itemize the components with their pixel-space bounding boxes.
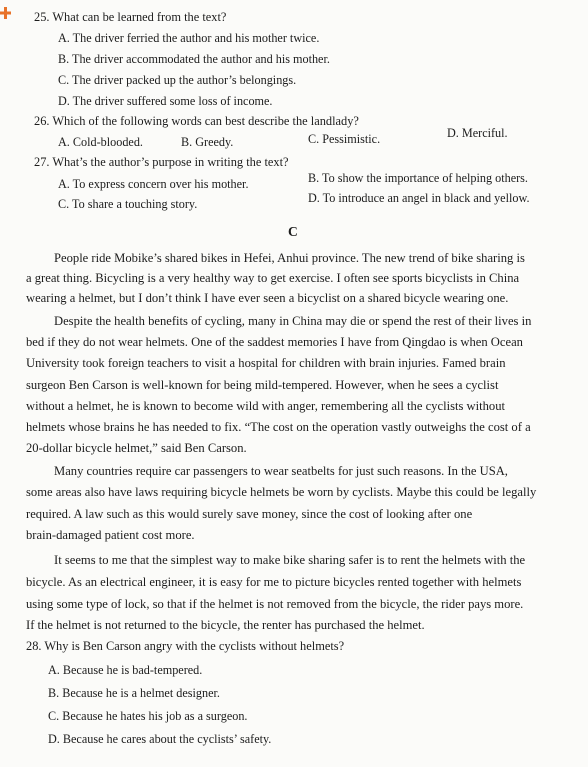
passage-line: bed if they do not wear helmets. One of the saddest memories I have from Qingdao is when Ocean — [26, 335, 523, 349]
question-26-stem: 26. Which of the following words can best describe the landlady? — [34, 114, 359, 128]
question-25-option-a: A. The driver ferried the author and his mother twice. — [58, 31, 320, 45]
passage-line: Many countries require car passengers to wear seatbelts for just such reasons. In the USA, — [54, 464, 508, 478]
passage-line: If the helmet is not returned to the bicycle, the renter has purchased the helmet. — [26, 618, 425, 632]
passage-line: bicycle. As an electrical engineer, it is easy for me to picture bicycles rented together with helmets — [26, 575, 522, 589]
passage-line: It seems to me that the simplest way to make bike sharing safer is to rent the helmets with the — [54, 553, 526, 567]
question-27-option-a: A. To express concern over his mother. — [58, 177, 249, 191]
question-26-option-c: C. Pessimistic. — [308, 132, 381, 146]
passage-line: Despite the health benefits of cycling, many in China may die or spend the rest of their lives in — [54, 314, 532, 328]
passage-line: brain-damaged patient cost more. — [26, 528, 195, 542]
question-27-option-d: D. To introduce an angel in black and yellow. — [308, 191, 530, 205]
question-26-option-a: A. Cold-blooded. — [58, 135, 143, 149]
question-26-option-d: D. Merciful. — [447, 126, 508, 140]
question-27-option-b: B. To show the importance of helping others. — [308, 171, 528, 185]
passage-line: a great thing. Bicycling is a very healthy way to get exercise. I often see sports bicyclists in China — [26, 271, 520, 285]
question-28-option-d: D. Because he cares about the cyclists’ safety. — [48, 732, 272, 746]
passage-line: helmets whose brains he has needed to fix. “The cost on the operation vastly outweighs the cost of a — [26, 420, 531, 434]
question-28-option-c: C. Because he hates his job as a surgeon. — [48, 709, 248, 723]
passage-line: surgeon Ben Carson is well-known for being mild-tempered. However, when he sees a cyclist — [26, 378, 499, 392]
question-28-stem: 28. Why is Ben Carson angry with the cyclists without helmets? — [26, 639, 345, 653]
passage-line: wearing a helmet, but I don’t think I have ever seen a bicyclist on a shared bicycle wearing one. — [26, 291, 509, 305]
question-25-stem: 25. What can be learned from the text? — [34, 10, 227, 24]
question-25-option-b: B. The driver accommodated the author and his mother. — [58, 52, 330, 66]
section-heading: C — [288, 224, 298, 239]
passage-line: 20-dollar bicycle helmet,” said Ben Carson. — [26, 441, 247, 455]
passage-line: People ride Mobike’s shared bikes in Hefei, Anhui province. The new trend of bike sharing is — [54, 251, 525, 265]
passage-line: required. A law such as this would surely save money, since the cost of looking after one — [26, 507, 473, 521]
question-26-option-b: B. Greedy. — [181, 135, 234, 149]
orange-plus-mark-icon — [0, 6, 14, 20]
question-28-option-a: A. Because he is bad-tempered. — [48, 663, 203, 677]
passage-line: without a helmet, he is known to become wild with anger, remembering all the cyclists without — [26, 399, 505, 413]
question-25-option-c: C. The driver packed up the author’s belongings. — [58, 73, 297, 87]
question-27-option-c: C. To share a touching story. — [58, 197, 198, 211]
question-27-stem: 27. What’s the author’s purpose in writing the text? — [34, 155, 289, 169]
question-28-option-b: B. Because he is a helmet designer. — [48, 686, 220, 700]
passage-line: using some type of lock, so that if the helmet is not removed from the bicycle, the rider pays more. — [26, 597, 524, 611]
passage-line: University took foreign teachers to visit a hospital for children with brain injuries. Famed brain — [26, 356, 506, 370]
passage-line: some areas also have laws requiring bicycle helmets be worn by cyclists. Maybe this could be legally — [26, 485, 537, 499]
question-25-option-d: D. The driver suffered some loss of income. — [58, 94, 273, 108]
